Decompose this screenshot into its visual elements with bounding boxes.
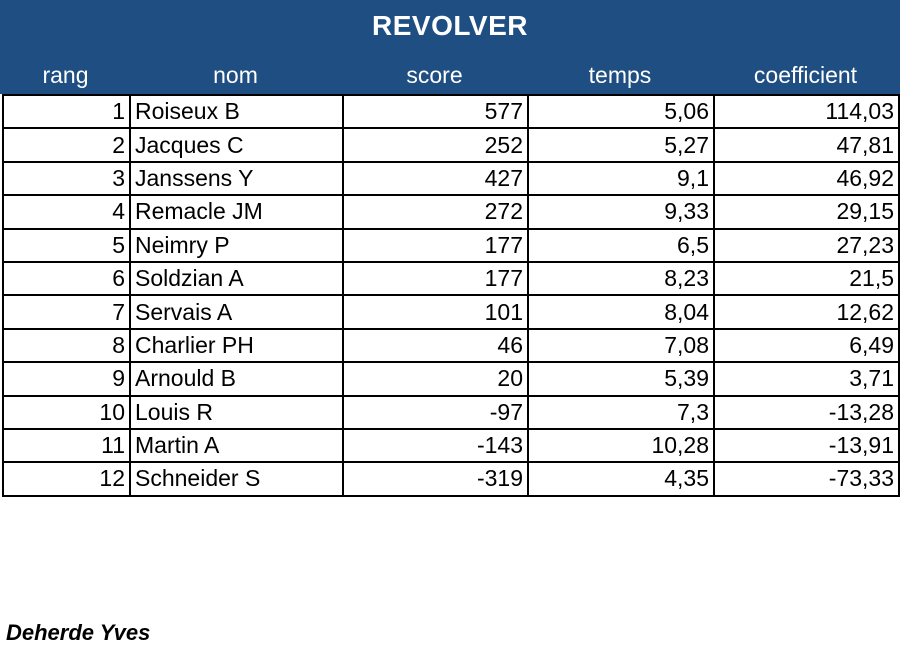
- cell-rang: 12: [3, 462, 130, 495]
- cell-score: 272: [343, 195, 528, 228]
- results-table: [2, 94, 900, 497]
- cell-rang: 11: [3, 429, 130, 462]
- cell-coefficient: 3,71: [714, 362, 899, 395]
- cell-temps: 4,35: [528, 462, 714, 495]
- cell-temps: 8,23: [528, 262, 714, 295]
- column-header-nom: nom: [213, 62, 258, 88]
- cell-temps: 5,39: [528, 362, 714, 395]
- cell-rang: 6: [3, 262, 130, 295]
- cell-rang: 10: [3, 396, 130, 429]
- column-header-coefficient: coefficient: [753, 62, 858, 88]
- cell-temps: 10,28: [528, 429, 714, 462]
- table-row: [3, 229, 899, 262]
- column-header-score: score: [406, 62, 463, 88]
- cell-temps: 8,04: [528, 295, 714, 328]
- cell-score: 577: [343, 95, 528, 128]
- cell-nom: Arnould B: [130, 362, 343, 395]
- results-table-body: [3, 95, 899, 496]
- cell-temps: 9,1: [528, 162, 714, 195]
- cell-rang: 8: [3, 329, 130, 362]
- table-row: [3, 162, 899, 195]
- cell-score: -143: [343, 429, 528, 462]
- cell-score: 101: [343, 295, 528, 328]
- cell-nom: Charlier PH: [130, 329, 343, 362]
- cell-nom: Jacques C: [130, 128, 343, 161]
- table-row: [3, 396, 899, 429]
- table-header-banner: [0, 0, 900, 94]
- cell-rang: 5: [3, 229, 130, 262]
- column-header-rang: rang: [42, 62, 89, 88]
- cell-coefficient: 29,15: [714, 195, 899, 228]
- cell-coefficient: 12,62: [714, 295, 899, 328]
- table-row: [3, 128, 899, 161]
- cell-coefficient: 27,23: [714, 229, 899, 262]
- cell-rang: 2: [3, 128, 130, 161]
- cell-score: -97: [343, 396, 528, 429]
- cell-temps: 9,33: [528, 195, 714, 228]
- cell-score: 252: [343, 128, 528, 161]
- cell-coefficient: -13,28: [714, 396, 899, 429]
- cell-temps: 7,08: [528, 329, 714, 362]
- cell-coefficient: 6,49: [714, 329, 899, 362]
- cell-nom: Neimry P: [130, 229, 343, 262]
- table-row: [3, 295, 899, 328]
- cell-rang: 3: [3, 162, 130, 195]
- table-row: [3, 429, 899, 462]
- cell-score: 46: [343, 329, 528, 362]
- page-title: REVOLVER: [372, 10, 528, 41]
- cell-nom: Janssens Y: [130, 162, 343, 195]
- cell-temps: 5,06: [528, 95, 714, 128]
- table-row: [3, 95, 899, 128]
- table-row: [3, 462, 899, 495]
- cell-coefficient: 46,92: [714, 162, 899, 195]
- cell-score: 177: [343, 262, 528, 295]
- cell-coefficient: 47,81: [714, 128, 899, 161]
- cell-nom: Servais A: [130, 295, 343, 328]
- cell-temps: 7,3: [528, 396, 714, 429]
- cell-nom: Roiseux B: [130, 95, 343, 128]
- table-row: [3, 362, 899, 395]
- cell-coefficient: -13,91: [714, 429, 899, 462]
- column-header-temps: temps: [588, 62, 652, 88]
- cell-coefficient: 114,03: [714, 95, 899, 128]
- cell-nom: Soldzian A: [130, 262, 343, 295]
- cell-coefficient: 21,5: [714, 262, 899, 295]
- cell-rang: 4: [3, 195, 130, 228]
- cell-score: 177: [343, 229, 528, 262]
- cell-rang: 7: [3, 295, 130, 328]
- cell-score: 20: [343, 362, 528, 395]
- cell-nom: Louis R: [130, 396, 343, 429]
- author-signature: Deherde Yves: [6, 620, 151, 645]
- cell-rang: 9: [3, 362, 130, 395]
- table-row: [3, 262, 899, 295]
- cell-rang: 1: [3, 95, 130, 128]
- cell-temps: 5,27: [528, 128, 714, 161]
- cell-temps: 6,5: [528, 229, 714, 262]
- table-row: [3, 329, 899, 362]
- cell-nom: Martin A: [130, 429, 343, 462]
- cell-nom: Remacle JM: [130, 195, 343, 228]
- cell-coefficient: -73,33: [714, 462, 899, 495]
- table-row: [3, 195, 899, 228]
- cell-nom: Schneider S: [130, 462, 343, 495]
- cell-score: 427: [343, 162, 528, 195]
- cell-score: -319: [343, 462, 528, 495]
